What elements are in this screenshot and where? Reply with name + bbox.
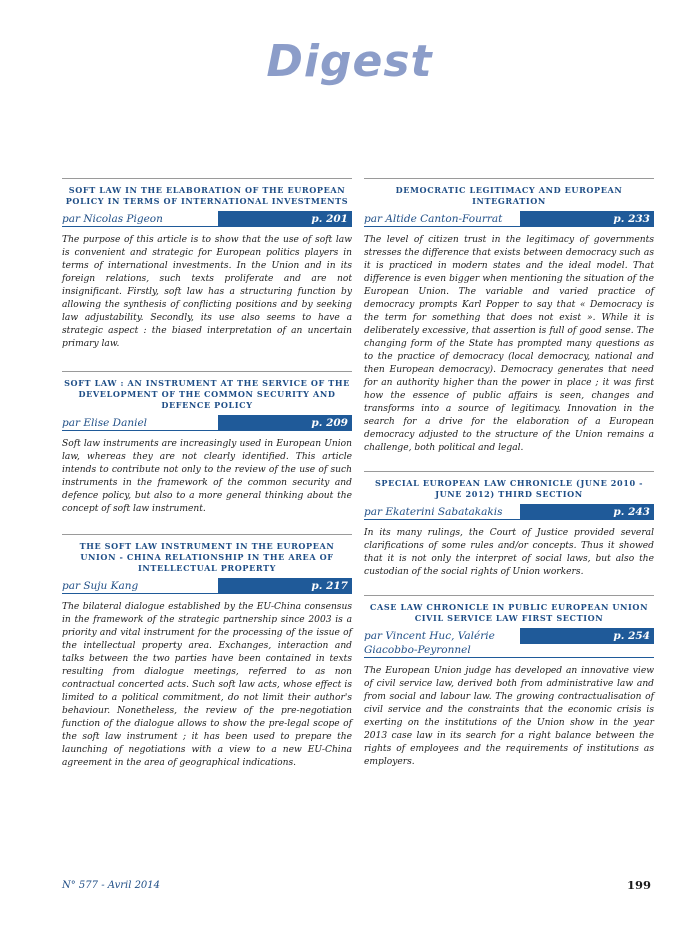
article-byline	[364, 504, 654, 520]
article-page-ref[interactable]: p. 217	[218, 578, 352, 594]
article-3	[62, 534, 352, 770]
article-2	[62, 371, 352, 516]
article-summary: In its many rulings, the Court of Justice provided several clarifications of some rules and/or concepts. Thus it showed that it is not only the interpret of social laws, but also the custodian of the social rights of Union workers.	[364, 528, 654, 577]
article-5	[364, 471, 654, 579]
page-title: Digest	[266, 36, 433, 87]
article-summary: The purpose of this article is to show that the use of soft law is convenient and strategic for European politics players in terms of international investments. In the Union and in its foreign relations, such texts proliferate and are not insignificant. Firstly, soft law has a structuring function by allowing the synthesis of conflicting positions and by seeking law adjustability. Secondly, its use also seems to have a strategic aspect : the biased interpretation of an uncertain primary law.	[62, 235, 352, 349]
page-number: 199	[626, 878, 651, 892]
article-author: par Nicolas Pigeon	[62, 213, 163, 225]
article-page-ref[interactable]: p. 243	[520, 504, 654, 520]
article-page-ref[interactable]: p. 201	[218, 211, 352, 227]
article-heading: SOFT LAW IN THE ELABORATION OF THE EUROPEAN POLICY IN TERMS OF INTERNATIONAL INVESTMENTS	[65, 185, 349, 206]
left-column	[62, 178, 352, 770]
article-author: par Elise Daniel	[62, 417, 148, 429]
article-byline	[364, 211, 654, 227]
article-byline	[62, 211, 352, 227]
article-byline	[62, 578, 352, 594]
article-author: par Altide Canton-Fourrat	[364, 213, 503, 225]
article-author: par Ekaterini Sabatakakis	[364, 506, 503, 518]
article-page-ref[interactable]: p. 209	[218, 415, 352, 431]
issue-label: N° 577 - Avril 2014	[62, 880, 161, 891]
article-byline	[364, 628, 654, 658]
article-page-ref[interactable]: p. 233	[520, 211, 654, 227]
article-summary: Soft law instruments are increasingly used in European Union law, whereas they are not clearly identified. This article intends to contribute not only to the review of the use of such instruments in the framework of the common security and defence policy, but also to a more general thinking about the concept of soft law instrument.	[62, 439, 352, 514]
article-summary: The bilateral dialogue established by the EU-China consensus in the framework of the strategic partnership since 2003 is a priority and vital instrument for the processing of the issue of the intellectual property area. Exchanges, interaction and talks between the two parties have been contained in texts resulting from dialogue meetings, referred to as non contractual concerted acts. Such soft law acts, whose effect is limited to a political commitment, do not limit their author's behaviour. Nonetheless, the review of the pre-negotiation function of the dialogue allows to show the pre-legal scope of the soft law instrument ; it has been used to prepare the launching of negotiations with a view to a new EU-China agreement in the area of geographical indications.	[62, 602, 352, 768]
article-summary: The level of citizen trust in the legitimacy of governments stresses the difference that exists between democracy such as it is practiced in modern states and the ideal model. That difference is even bigger when mentioning the situation of the European Union. The variable and varied practice of democracy prompts Karl Popper to say that « Democracy is the term for something that does not exist ». While it is deliberately excessive, that assertion is full of good sense. The changing form of the State has prompted many questions as to the practice of democracy (local democracy, national and then European democracy). Democracy generates that need for an authority higher than the power in place ; it was first how the essence of public affairs is seen, changes and transforms into a source of legitimacy. Innovation in the search for a drive for the elaboration of a European democracy adjusted to the structure of the Union remains a challenge, both political and legal.	[364, 235, 654, 453]
article-page-ref[interactable]: p. 254	[520, 628, 654, 644]
article-heading: THE SOFT LAW INSTRUMENT IN THE EUROPEAN UNION - CHINA RELATIONSHIP IN THE AREA OF INTELLECTUAL PROPERTY	[79, 541, 335, 573]
article-4	[364, 178, 654, 455]
right-column	[364, 178, 654, 769]
article-heading: SOFT LAW : AN INSTRUMENT AT THE SERVICE OF THE DEVELOPMENT OF THE COMMON SECURITY AND DEFENCE POLICY	[64, 378, 350, 410]
article-heading: DEMOCRATIC LEGITIMACY AND EUROPEAN INTEGRATION	[395, 185, 623, 206]
article-1	[62, 178, 352, 351]
article-heading: CASE LAW CHRONICLE IN PUBLIC EUROPEAN UNION CIVIL SERVICE LAW FIRST SECTION	[369, 602, 649, 623]
article-author: par Suju Kang	[62, 580, 139, 592]
article-summary: The European Union judge has developed an innovative view of civil service law, derived both from administrative law and from social and labour law. The growing contractualisation of civil service and the constraints that the economic crisis is exerting on the institutions of the Union show in the year 2013 case law in its search for a right balance between the rights of employees and the requirements of institutions as employers.	[364, 666, 654, 767]
article-author: par Vincent Huc, Valérie Giacobbo-Peyronnel	[364, 630, 495, 656]
article-byline	[62, 415, 352, 431]
article-heading: SPECIAL EUROPEAN LAW CHRONICLE (JUNE 2010 - JUNE 2012) THIRD SECTION	[374, 478, 644, 499]
article-6	[364, 595, 654, 769]
